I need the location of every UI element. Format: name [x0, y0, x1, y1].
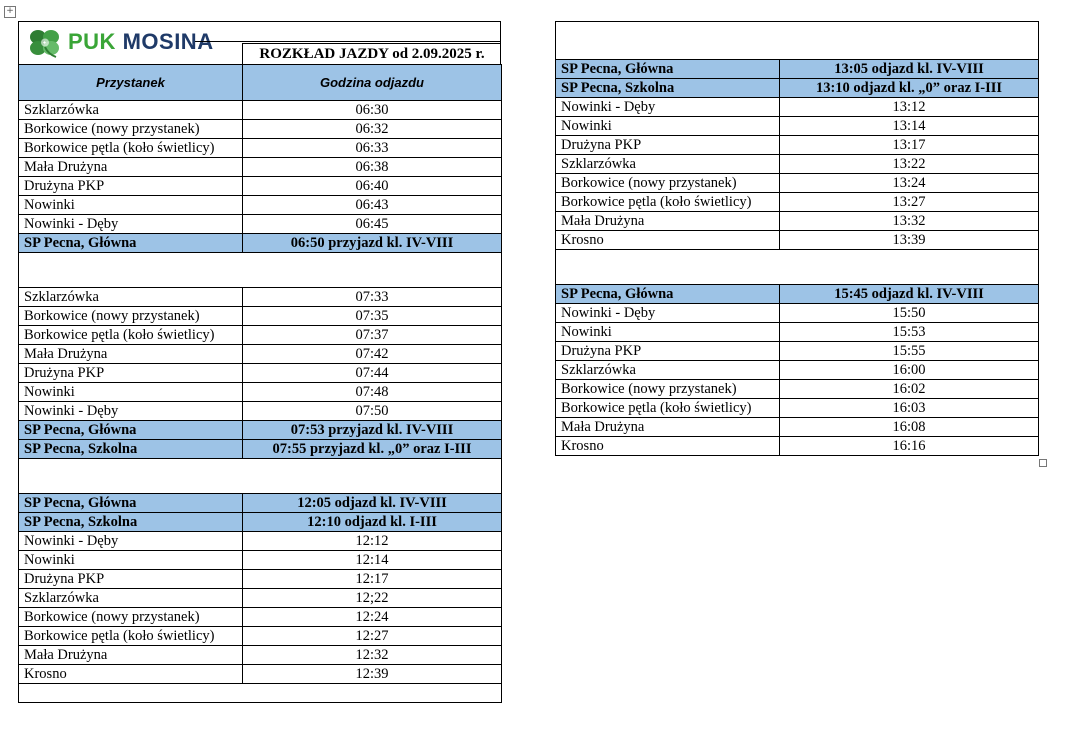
table-row	[19, 139, 502, 158]
school-stop-row	[556, 285, 1039, 304]
table-row	[19, 120, 502, 139]
stop-name: Borkowice (nowy przystanek)	[556, 174, 780, 193]
departure-time: 13:10 odjazd kl. „0” oraz I-III	[780, 79, 1039, 98]
departure-time: 06:50 przyjazd kl. IV-VIII	[243, 234, 502, 253]
departure-time: 07:50	[243, 402, 502, 421]
departure-time: 06:40	[243, 177, 502, 196]
departure-time: 06:33	[243, 139, 502, 158]
departure-time: 13:17	[780, 136, 1039, 155]
header-area	[18, 21, 501, 64]
stop-name: Nowinki	[19, 551, 243, 570]
page-title: ROZKŁAD JAZDY od 2.09.2025 r.	[242, 43, 501, 64]
stop-name: Mała Drużyna	[556, 212, 780, 231]
table-row	[19, 665, 502, 684]
stop-name: Krosno	[556, 437, 780, 456]
stop-name: Szklarzówka	[556, 155, 780, 174]
departure-time: 07:48	[243, 383, 502, 402]
stop-name: Mała Drużyna	[19, 345, 243, 364]
stop-name: Nowinki	[556, 323, 780, 342]
departure-time: 13:14	[780, 117, 1039, 136]
stop-name: Nowinki	[19, 196, 243, 215]
stop-name: Nowinki	[19, 383, 243, 402]
stop-name: SP Pecna, Szkolna	[19, 513, 243, 532]
table-row	[556, 98, 1039, 117]
stop-name: Krosno	[19, 665, 243, 684]
departure-time: 16:00	[780, 361, 1039, 380]
stop-name: Nowinki	[556, 117, 780, 136]
logo-mosina: MOSINA	[122, 29, 214, 54]
departure-time: 12;22	[243, 589, 502, 608]
stop-name: Drużyna PKP	[556, 136, 780, 155]
stop-name: Szklarzówka	[556, 361, 780, 380]
departure-time: 07:55 przyjazd kl. „0” oraz I-III	[243, 440, 502, 459]
table-resize-handle-icon[interactable]	[1039, 459, 1047, 467]
table-header-row	[19, 65, 502, 101]
table-row	[19, 196, 502, 215]
table-row	[556, 231, 1039, 250]
school-stop-row	[556, 79, 1039, 98]
departure-time: 16:16	[780, 437, 1039, 456]
school-stop-row	[19, 421, 502, 440]
departure-time: 16:08	[780, 418, 1039, 437]
stop-name: Borkowice pętla (koło świetlicy)	[556, 193, 780, 212]
departure-time: 12:17	[243, 570, 502, 589]
table-row	[19, 532, 502, 551]
school-stop-row	[19, 234, 502, 253]
school-stop-row	[19, 494, 502, 513]
departure-time: 13:27	[780, 193, 1039, 212]
stop-name: SP Pecna, Główna	[19, 234, 243, 253]
departure-time: 13:05 odjazd kl. IV-VIII	[780, 60, 1039, 79]
table-row	[556, 399, 1039, 418]
departure-time: 07:33	[243, 288, 502, 307]
table-row	[19, 307, 502, 326]
table-row	[556, 174, 1039, 193]
departure-time: 15:50	[780, 304, 1039, 323]
table-row	[556, 361, 1039, 380]
departure-time: 06:30	[243, 101, 502, 120]
stop-name: Mała Drużyna	[19, 646, 243, 665]
table-row	[19, 326, 502, 345]
table-row	[19, 215, 502, 234]
brand-logo	[68, 29, 214, 55]
departure-time: 07:35	[243, 307, 502, 326]
stop-name: SP Pecna, Główna	[19, 421, 243, 440]
stop-name: SP Pecna, Szkolna	[19, 440, 243, 459]
table-row	[556, 136, 1039, 155]
school-stop-row	[19, 513, 502, 532]
empty-row	[556, 22, 1039, 60]
stop-name: Borkowice (nowy przystanek)	[556, 380, 780, 399]
stop-name: Nowinki - Dęby	[556, 304, 780, 323]
departure-time: 13:39	[780, 231, 1039, 250]
table-row	[556, 380, 1039, 399]
departure-time: 12:39	[243, 665, 502, 684]
departure-time: 07:44	[243, 364, 502, 383]
departure-time: 13:12	[780, 98, 1039, 117]
stop-name: Nowinki - Dęby	[19, 215, 243, 234]
stop-name: Nowinki - Dęby	[556, 98, 780, 117]
table-row	[19, 383, 502, 402]
departure-time: 13:22	[780, 155, 1039, 174]
departure-time: 07:42	[243, 345, 502, 364]
spacer-row	[19, 253, 502, 288]
school-stop-row	[19, 440, 502, 459]
stop-name: Borkowice (nowy przystanek)	[19, 120, 243, 139]
departure-time: 06:43	[243, 196, 502, 215]
stop-name: SP Pecna, Główna	[556, 285, 780, 304]
table-row	[556, 437, 1039, 456]
spacer-row	[19, 459, 502, 494]
stop-name: Nowinki - Dęby	[19, 532, 243, 551]
departure-time: 15:55	[780, 342, 1039, 361]
stop-name: Nowinki - Dęby	[19, 402, 243, 421]
stop-name: Szklarzówka	[19, 288, 243, 307]
schedule-table-right	[555, 21, 1039, 456]
departure-time: 12:12	[243, 532, 502, 551]
table-row	[556, 342, 1039, 361]
table-row	[19, 158, 502, 177]
departure-time: 12:24	[243, 608, 502, 627]
stop-name: Krosno	[556, 231, 780, 250]
departure-time: 06:38	[243, 158, 502, 177]
departure-time: 13:24	[780, 174, 1039, 193]
departure-time: 12:05 odjazd kl. IV-VIII	[243, 494, 502, 513]
school-stop-row	[556, 60, 1039, 79]
column-header-time: Godzina odjazdu	[243, 65, 502, 101]
table-row	[19, 364, 502, 383]
spacer-row	[556, 250, 1039, 285]
table-move-handle-icon[interactable]: +	[4, 6, 16, 18]
table-row	[556, 117, 1039, 136]
divider	[195, 41, 501, 42]
stop-name: Drużyna PKP	[19, 570, 243, 589]
stop-name: Szklarzówka	[19, 589, 243, 608]
departure-time: 06:32	[243, 120, 502, 139]
frame-border	[18, 21, 501, 22]
stop-name: Borkowice (nowy przystanek)	[19, 307, 243, 326]
table-row	[19, 402, 502, 421]
table-row	[556, 323, 1039, 342]
departure-time: 13:32	[780, 212, 1039, 231]
table-row	[556, 418, 1039, 437]
departure-time: 16:02	[780, 380, 1039, 399]
departure-time: 07:37	[243, 326, 502, 345]
table-row	[19, 627, 502, 646]
stop-name: Borkowice pętla (koło świetlicy)	[556, 399, 780, 418]
table-row	[556, 155, 1039, 174]
departure-time: 15:45 odjazd kl. IV-VIII	[780, 285, 1039, 304]
departure-time: 12:10 odjazd kl. I-III	[243, 513, 502, 532]
frame-border	[18, 21, 19, 64]
table-row	[19, 101, 502, 120]
table-row	[19, 288, 502, 307]
departure-time: 07:53 przyjazd kl. IV-VIII	[243, 421, 502, 440]
departure-time: 12:32	[243, 646, 502, 665]
table-row	[556, 212, 1039, 231]
stop-name: Borkowice pętla (koło świetlicy)	[19, 326, 243, 345]
stop-name: Borkowice pętla (koło świetlicy)	[19, 139, 243, 158]
departure-time: 06:45	[243, 215, 502, 234]
departure-time: 15:53	[780, 323, 1039, 342]
spacer-row	[19, 684, 502, 703]
stop-name: Szklarzówka	[19, 101, 243, 120]
table-row	[19, 589, 502, 608]
stop-name: Borkowice (nowy przystanek)	[19, 608, 243, 627]
table-row	[19, 608, 502, 627]
stop-name: Mała Drużyna	[19, 158, 243, 177]
stop-name: Mała Drużyna	[556, 418, 780, 437]
stop-name: Drużyna PKP	[19, 364, 243, 383]
table-row	[19, 551, 502, 570]
table-row	[556, 193, 1039, 212]
table-row	[19, 646, 502, 665]
departure-time: 12:27	[243, 627, 502, 646]
stop-name: Drużyna PKP	[556, 342, 780, 361]
stop-name: SP Pecna, Główna	[556, 60, 780, 79]
departure-time: 12:14	[243, 551, 502, 570]
table-row	[556, 304, 1039, 323]
clover-logo-icon	[26, 27, 64, 59]
stop-name: SP Pecna, Główna	[19, 494, 243, 513]
table-row	[19, 570, 502, 589]
column-header-stop: Przystanek	[19, 65, 243, 101]
stop-name: SP Pecna, Szkolna	[556, 79, 780, 98]
logo-puk: PUK	[68, 29, 116, 54]
table-row	[19, 177, 502, 196]
stop-name: Borkowice pętla (koło świetlicy)	[19, 627, 243, 646]
table-row	[19, 345, 502, 364]
stop-name: Drużyna PKP	[19, 177, 243, 196]
departure-time: 16:03	[780, 399, 1039, 418]
schedule-table-left	[18, 64, 502, 703]
